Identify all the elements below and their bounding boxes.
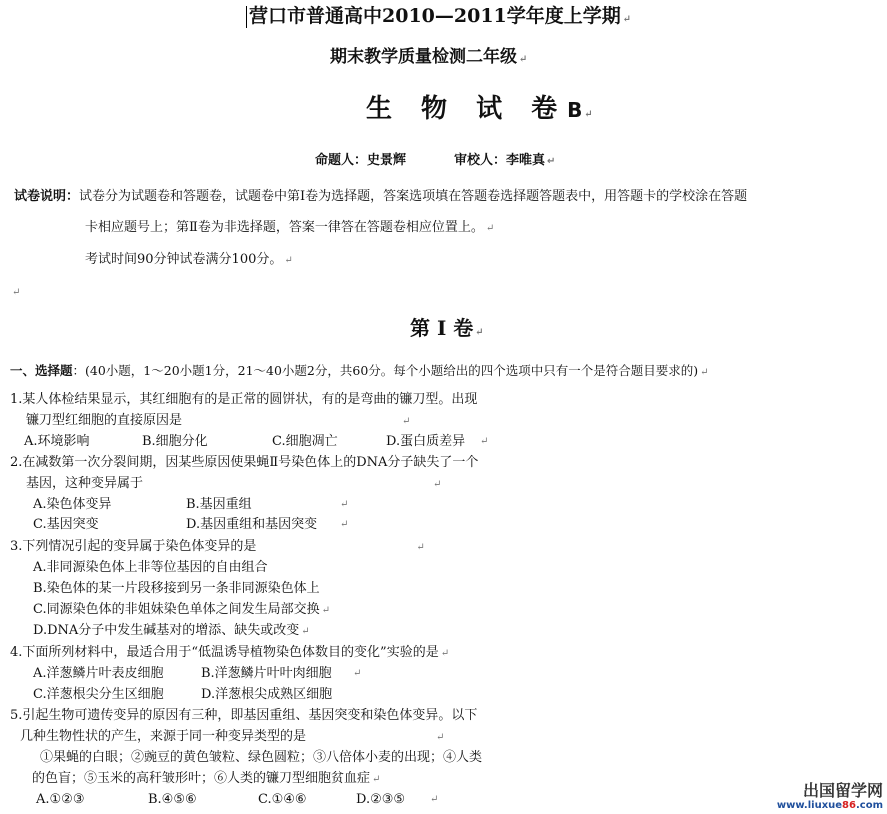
empty-paragraph: ↵ <box>12 287 21 298</box>
q2-option-d: D.基因重组和基因突变 <box>186 517 318 532</box>
line-break-mark: ↵ <box>519 54 528 65</box>
exam-title-line1 <box>246 4 631 32</box>
q5-option-b: B.④⑤⑥ <box>148 792 197 807</box>
q5-stem-text2: 几种生物性状的产生，来源于同一种变异类型的是 <box>20 729 307 744</box>
exam-main-title <box>366 92 603 132</box>
q1-stem-text2: 镰刀型红细胞的直接原因是 <box>26 413 183 428</box>
q1-option-d: D.蛋白质差异 <box>386 434 466 449</box>
q5-option-a: A.①②③ <box>36 792 85 807</box>
line-break-mark: ↵ <box>622 14 632 25</box>
q5-stem-text4: 的色盲；⑤玉米的高秆皱形叶；⑥人类的镰刀型细胞贫血症 <box>32 771 371 786</box>
section-heading-label: 一、选择题 <box>10 363 73 378</box>
q3-stem: 3.下列情况引起的变异属于染色体变异的是 ↵ <box>10 539 425 554</box>
q1-option-c: C.细胞凋亡 <box>272 434 338 449</box>
watermark-url-number: 86 <box>842 800 856 811</box>
q5-option-d: D.②③⑤ <box>356 792 406 807</box>
q3-option-a-text: A.非同源染色体上非等位基因的自由组合 <box>33 560 268 575</box>
q1-stem-line2: 镰刀型红细胞的直接原因是 ↵ <box>26 413 411 428</box>
q3-option-a <box>33 560 268 576</box>
instructions-line2: 卡相应题号上；第Ⅱ卷为非选择题，答案一律答在答题卷相应位置上。 ↵ <box>85 220 495 235</box>
q1-stem-text1: 1.某人体检结果显示，其红细胞有的是正常的圆饼状，有的是弯曲的镰刀型。出现 <box>10 392 478 407</box>
q5-stem-line4: 的色盲；⑤玉米的高秆皱形叶；⑥人类的镰刀型细胞贫血症 ↵ <box>32 771 381 786</box>
reviewer-name: 审校人：李唯真 <box>454 153 546 168</box>
main-title-text: 生 物 试 卷 <box>366 94 568 124</box>
q1-stem-line1 <box>10 392 477 408</box>
q3-stem-text: 3.下列情况引起的变异属于染色体变异的是 <box>10 539 257 554</box>
watermark-name: 出国留学网 <box>802 781 883 800</box>
q5-stem-text1: 5.引起生物可遗传变异的原因有三种，即基因重组、基因突变和染色体变异。以下 <box>10 708 478 723</box>
q2-stem-line1 <box>10 455 478 471</box>
q4-option-b: B.洋葱鳞片叶叶肉细胞 <box>201 666 332 681</box>
q5-stem-line1 <box>10 708 477 724</box>
q3-option-b-text: B.染色体的某一片段移接到另一条非同源染色体上 <box>33 581 320 596</box>
q2-option-c: C.基因突变 <box>33 517 99 532</box>
q4-option-a: A.洋葱鳞片叶表皮细胞 <box>33 666 164 681</box>
setter-name: 命题人：史景辉 <box>315 153 407 168</box>
q5-option-c: C.①④⑥ <box>258 792 307 807</box>
title-line2-text: 期末教学质量检测二年级 <box>330 47 517 67</box>
q5-stem-text3: ①果蝇的白眼；②豌豆的黄色皱粒、绿色圆粒；③八倍体小麦的出现；④人类 <box>40 750 483 765</box>
author-line <box>315 153 555 170</box>
q4-stem: 4.下面所列材料中，最适合用于“低温诱导植物染色体数目的变化”实验的是 ↵ <box>10 645 450 660</box>
watermark-url <box>738 800 883 812</box>
instructions-text3: 考试时间90分钟试卷满分100分。 <box>85 252 283 267</box>
instructions-text1: 试卷分为试题卷和答题卷，试题卷中第Ⅰ卷为选择题，答案选项填在答题卷选择题答题表中，用答题卡的学校涂在答题 <box>79 189 748 204</box>
q3-option-d: D.DNA分子中发生碱基对的增添、缺失或改变 ↵ <box>33 623 310 638</box>
q3-option-c-text: C.同源染色体的非姐妹染色单体之间发生局部交换 <box>33 602 320 617</box>
q2-option-b: B.基因重组 <box>186 497 252 512</box>
q2-stem-text2: 基因，这种变异属于 <box>26 476 144 491</box>
watermark-url-prefix: www.liuxue <box>776 800 843 811</box>
q3-option-d-text: D.DNA分子中发生碱基对的增添、缺失或改变 <box>33 623 300 638</box>
instructions-line1 <box>14 189 747 205</box>
q2-stem-line2: 基因，这种变异属于 ↵ <box>26 476 442 491</box>
q4-option-d: D.洋葱根尖成熟区细胞 <box>201 687 333 702</box>
q1-option-a: A.环境影响 <box>24 434 90 449</box>
section-heading: 一、选择题：(40小题，1～20小题1分，21～40小题2分，共60分。每个小题给出的四个选项中只有一个是符合题目要求的) ↵ <box>10 363 709 378</box>
title-line1-text: 营口市普通高中2010—2011学年度上学期 <box>249 5 621 27</box>
q2-option-a: A.染色体变异 <box>33 497 112 512</box>
text-cursor <box>246 6 247 28</box>
q5-stem-line3 <box>40 750 482 766</box>
q4-stem-text: 4.下面所列材料中，最适合用于“低温诱导植物染色体数目的变化”实验的是 <box>10 645 439 660</box>
exam-title-line2 <box>330 46 527 71</box>
q2-stem-text1: 2.在减数第一次分裂间期，因某些原因使果蝇Ⅱ号染色体上的DNA分子缺失了一个 <box>10 455 479 470</box>
q3-option-b <box>33 581 320 597</box>
site-watermark <box>738 781 883 812</box>
instructions-line3: 考试时间90分钟试卷满分100分。 ↵ <box>85 252 293 267</box>
instructions-label: 试卷说明： <box>14 189 80 204</box>
instructions-text2: 卡相应题号上；第Ⅱ卷为非选择题，答案一律答在答题卷相应位置上。 <box>85 220 484 235</box>
line-break-mark: ↵ <box>547 156 556 167</box>
q1-option-b: B.细胞分化 <box>142 434 208 449</box>
section-title-text: 第 I 卷 <box>410 316 474 340</box>
line-break-mark: ↵ <box>584 109 603 120</box>
q4-option-c: C.洋葱根尖分生区细胞 <box>33 687 164 702</box>
q3-option-c: C.同源染色体的非姐妹染色单体之间发生局部交换 ↵ <box>33 602 331 617</box>
section-title: 第 I 卷 ↵ <box>410 316 484 340</box>
q5-stem-line2: 几种生物性状的产生，来源于同一种变异类型的是 ↵ <box>20 729 445 744</box>
section-heading-text: ：(40小题，1～20小题1分，21～40小题2分，共60分。每个小题给出的四个选项中只有一个是符合题目要求的) <box>72 363 699 378</box>
watermark-url-suffix: .com <box>855 800 883 811</box>
main-title-suffix: B <box>567 98 583 122</box>
